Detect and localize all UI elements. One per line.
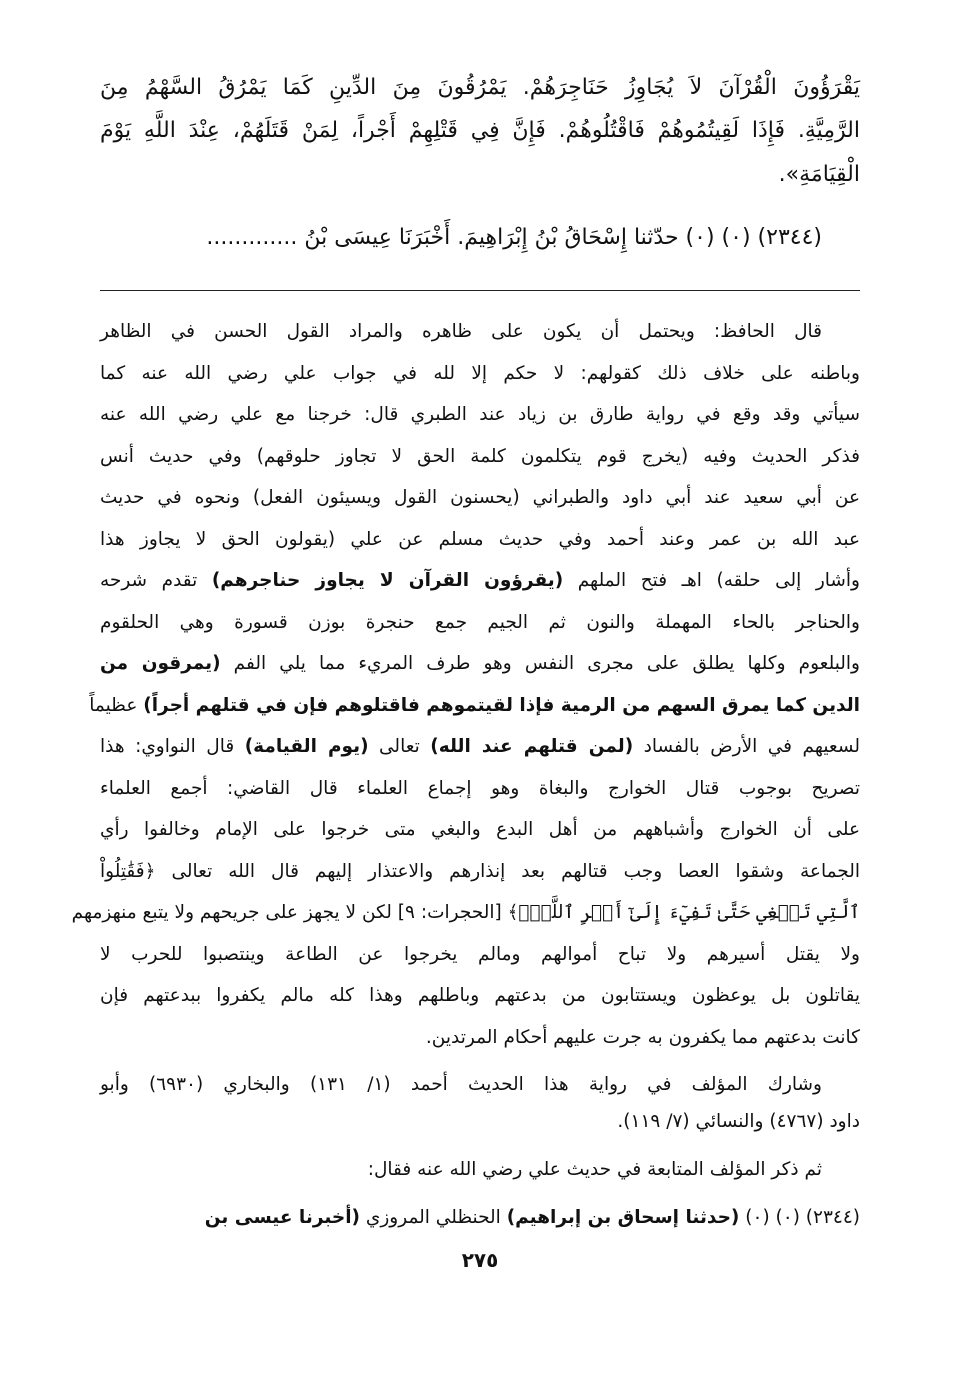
commentary-line bbox=[100, 768, 860, 810]
text-segment: الرَّمِيَّةِ. فَإِذَا لَقِيتُمُوهُمْ فَاقْتُلُوهُمْ. فَإِنَّ فِي قَتْلِهِمْ أَجْراً، لِمَنْ قَتَلَهُمْ، عِنْدَ اللَّهِ يَوْمَ bbox=[100, 118, 860, 143]
commentary-line bbox=[100, 975, 860, 1017]
commentary-line bbox=[89, 685, 860, 727]
text-segment: ولا يقتل أسيرهم ولا تباح أموالهم ومالم يخرجوا عن الطاعة وينتصبوا للحرب لا bbox=[100, 943, 860, 965]
bold-quote-segment: الدين كما يمرق السهم من الرمية فإذا لقيتموهم فاقتلوهم فإن في قتلهم أجراً) bbox=[143, 694, 860, 716]
commentary-line bbox=[100, 602, 860, 644]
page-number: ٢٧٥ bbox=[461, 1248, 499, 1272]
text-segment: داود (٤٧٦٧) والنسائي (٧/ ١١٩). bbox=[617, 1111, 860, 1132]
text-segment: وشارك المؤلف في رواية هذا الحديث أحمد (١/ ١٣١) والبخاري (٦٩٣٠) وأبو bbox=[100, 1074, 822, 1095]
text-segment: الْقِيَامَةِ». bbox=[778, 162, 860, 187]
text-segment: [الحجرات: ٩] لكن لا يجهز على جريحهم ولا يتبع منهزمهم bbox=[71, 902, 508, 923]
bold-quote-segment: (يمرقون من bbox=[100, 653, 221, 674]
bold-quote-segment: (لمن قتلهم عند الله) bbox=[430, 736, 634, 757]
text-segment: فذكر الحديث وفيه (يخرج قوم يتكلمون كلمة الحق لا تجاوز حلوقهم) وفي حديث أنس bbox=[100, 445, 860, 467]
bold-quote-segment: (يوم القيامة) bbox=[244, 736, 369, 757]
bold-quote-segment: (أخبرنا عيسى بن bbox=[204, 1207, 361, 1228]
text-segment: على أن الخوارج وأشباههم من أهل البدع والبغي متى خرجوا على الإمام وخالفوا رأي bbox=[100, 819, 860, 840]
commentary-line bbox=[100, 934, 860, 976]
commentary-line bbox=[100, 394, 860, 436]
text-segment: تقدم شرحه bbox=[100, 570, 212, 591]
commentary-line bbox=[100, 1197, 860, 1239]
text-segment: (٢٣٤٤) (٠) (٠) bbox=[739, 1207, 860, 1228]
commentary-line bbox=[100, 436, 860, 478]
commentary-line bbox=[100, 809, 860, 851]
main-text-line bbox=[100, 216, 860, 260]
text-segment: (٢٣٤٤) (٠) (٠) حدّثنا إِسْحَاقُ بْنُ إِبْرَاهِيمَ. أَخْبَرَنَا عِيسَى بْنُ ............. bbox=[206, 225, 822, 250]
book-page bbox=[71, 0, 860, 1385]
main-text-line bbox=[100, 66, 860, 110]
commentary-line bbox=[100, 851, 860, 893]
text-segment: كانت بدعتهم مما يكفرون به جرت عليهم أحكام المرتدين. bbox=[425, 1026, 860, 1048]
main-text-line bbox=[100, 109, 860, 153]
commentary-line bbox=[71, 892, 860, 934]
commentary-line bbox=[100, 1149, 860, 1191]
text-segment: قال النواوي: هذا bbox=[100, 736, 245, 757]
text-segment: تصريح بوجوب قتال الخوارج والبغاة وهو إجماع العلماء قال القاضي: أجمع العلماء bbox=[100, 777, 860, 799]
text-segment: ثم ذكر المؤلف المتابعة في حديث علي رضي الله عنه فقال: bbox=[367, 1159, 822, 1180]
commentary-line bbox=[100, 477, 860, 519]
commentary-line bbox=[100, 1064, 860, 1106]
text-segment: عن أبي سعيد عند أبي داود والطبراني (يحسنون القول ويسيئون الفعل) ونحوه في حديث bbox=[100, 487, 860, 508]
text-segment: الجماعة وشقوا العصا وجب قتالهم بعد إنذارهم والاعتذار إليهم قال الله تعالى bbox=[155, 860, 860, 882]
text-segment: سيأتي وقد وقع في رواية طارق بن زياد عند الطبري قال: خرجنا مع علي رضي الله عنه bbox=[100, 404, 860, 425]
footnote-divider bbox=[100, 290, 860, 291]
commentary-line bbox=[100, 311, 860, 353]
text-segment: وباطنه على خلاف ذلك كقولهم: لا حكم إلا لله في جواب علي رضي الله عنه كما bbox=[100, 362, 860, 384]
text-segment: لسعيهم في الأرض بالفساد bbox=[633, 736, 860, 757]
text-segment: والبلعوم وكلها يطلق على مجرى النفس وهو طرف المريء مما يلي الفم bbox=[220, 653, 860, 674]
text-segment: عظيماً bbox=[89, 694, 144, 716]
commentary-line bbox=[100, 1101, 860, 1143]
commentary-line bbox=[100, 1017, 860, 1059]
text-segment: عبد الله بن عمر وعند أحمد وفي حديث مسلم عن علي (يقولون الحق لا يجاوز هذا bbox=[100, 528, 860, 550]
text-segment: والحناجر بالحاء المهملة والنون ثم الجيم جمع حنجرة بوزن قسورة وهي الحلقوم bbox=[100, 611, 860, 633]
text-segment: وأشار إلى حلقه) اهـ فتح الملهم bbox=[563, 570, 860, 591]
quran-verse-segment: ٱلَّتِي تَبۡغِي حَتَّىٰ تَفِيٓءَ إِلَىٰٓ أَمۡرِ ٱللَّهِۚ﴾ bbox=[507, 902, 860, 923]
commentary-line bbox=[100, 560, 860, 602]
commentary-line bbox=[100, 643, 860, 685]
commentary-line bbox=[100, 353, 860, 395]
bold-quote-segment: (يقرؤون القرآن لا يجاوز حناجرهم) bbox=[211, 570, 564, 591]
quran-verse-segment: ﴿فَقَٰتِلُواْ bbox=[100, 860, 156, 882]
text-segment: تعالى bbox=[368, 736, 431, 757]
text-segment: يَقْرَؤُونَ الْقُرْآنَ لاَ يُجَاوِزُ حَنَاجِرَهُمْ. يَمْرُقُونَ مِنَ الدِّينِ كَمَا يَمْرُقُ السَّهْمُ مِنَ bbox=[100, 75, 860, 100]
text-segment: الحنظلي المروزي bbox=[360, 1207, 507, 1228]
commentary-line bbox=[100, 519, 860, 561]
main-text-line bbox=[100, 153, 860, 197]
text-segment: قال الحافظ: ويحتمل أن يكون على ظاهره والمراد القول الحسن في الظاهر bbox=[100, 321, 822, 342]
text-segment: يقاتلون بل يوعظون ويستتابون من بدعتهم وباطلهم وهذا كله مالم يكفروا ببدعتهم فإن bbox=[100, 985, 860, 1006]
bold-quote-segment: (حدثنا إسحاق بن إبراهيم) bbox=[506, 1207, 740, 1228]
commentary-line bbox=[100, 726, 860, 768]
